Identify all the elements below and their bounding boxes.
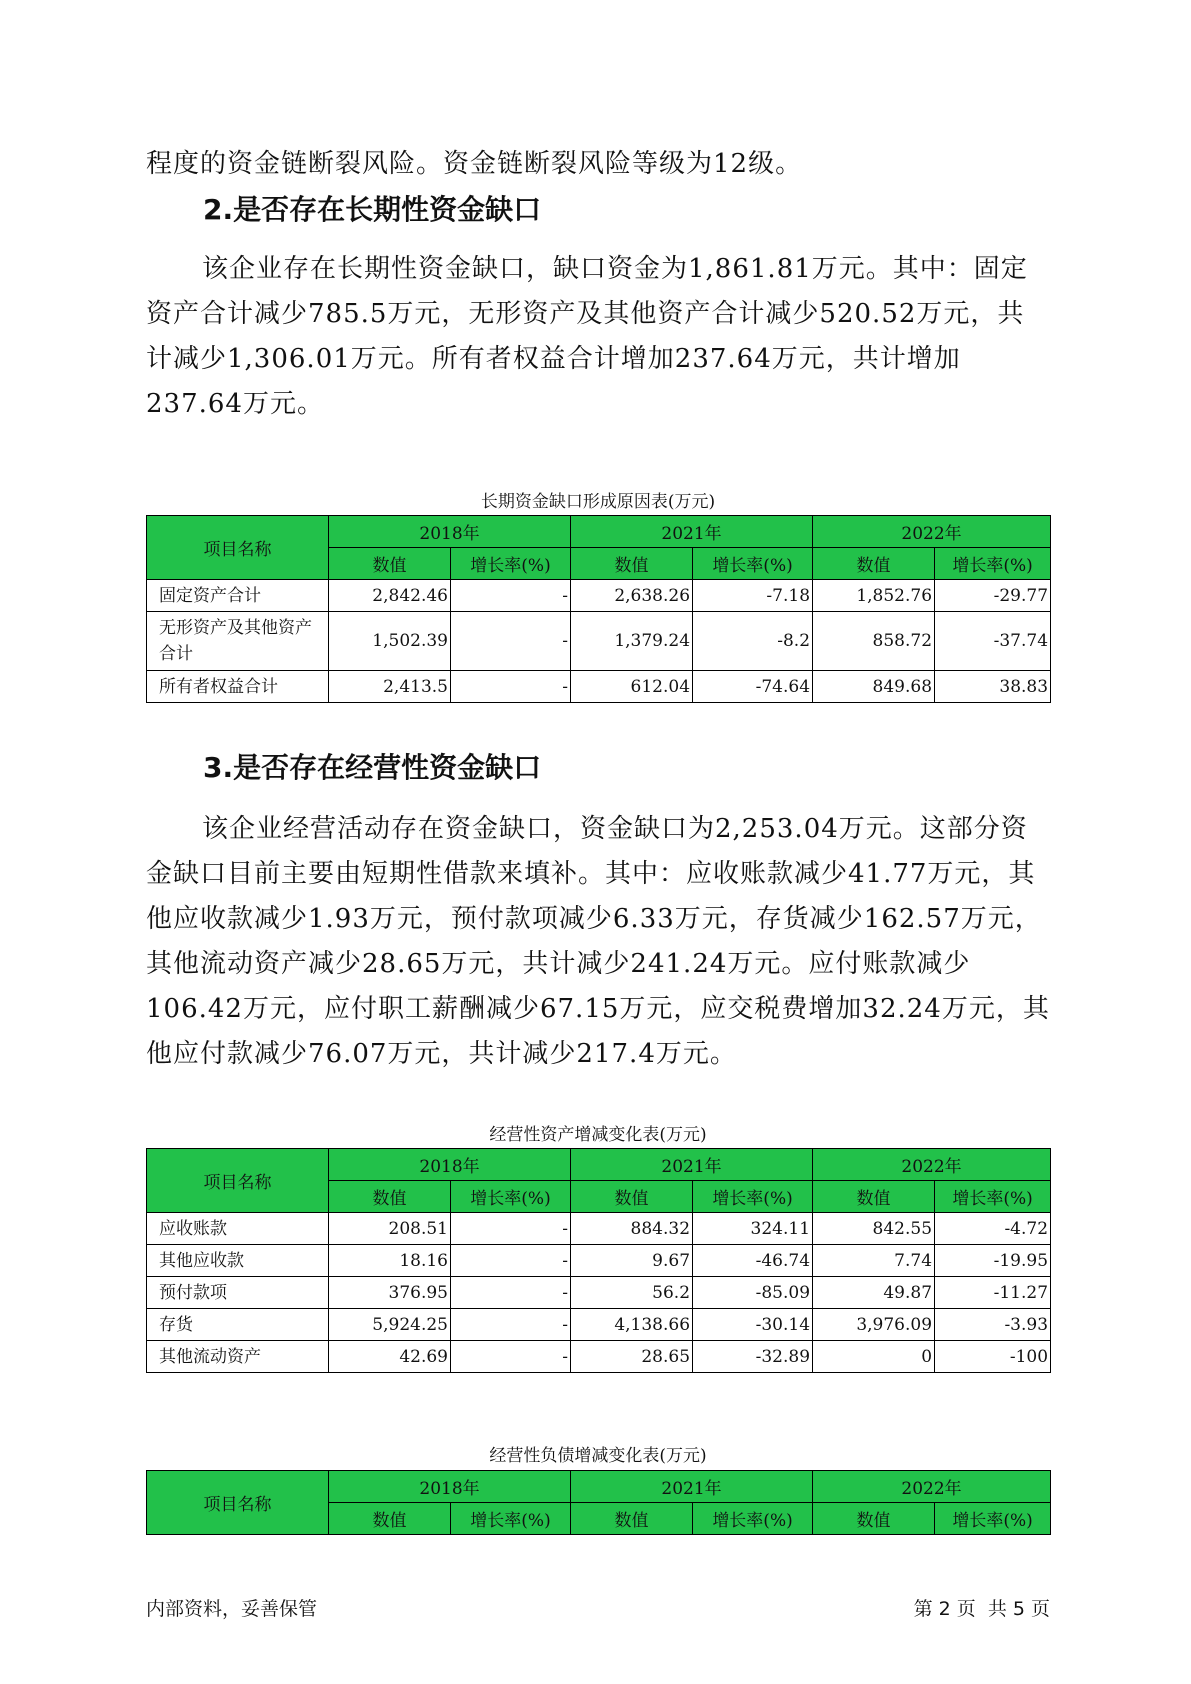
cell-value: 2,638.26 (571, 580, 693, 612)
table-2-caption: 经营性资产增减变化表(万元) (489, 1125, 707, 1145)
row-label: 应收账款 (147, 1213, 329, 1245)
table-row (147, 1309, 1051, 1341)
cell-growth: 38.83 (935, 671, 1051, 703)
cell-value: 7.74 (813, 1245, 935, 1277)
row-label: 所有者权益合计 (147, 671, 329, 703)
table-row (147, 671, 1051, 703)
header-value: 数值 (813, 548, 935, 580)
table-1-caption: 长期资金缺口形成原因表(万元) (480, 492, 716, 512)
cell-value: 612.04 (571, 671, 693, 703)
section-3-heading: 3.是否存在经营性资金缺口 (203, 751, 542, 784)
cell-growth: -19.95 (935, 1245, 1051, 1277)
header-value: 数值 (571, 548, 693, 580)
cell-value: 9.67 (571, 1245, 693, 1277)
header-growth: 增长率(%) (451, 548, 571, 580)
cell-growth: -11.27 (935, 1277, 1051, 1309)
cell-growth: -74.64 (693, 671, 813, 703)
header-item-name: 项目名称 (147, 1149, 329, 1213)
header-growth: 增长率(%) (935, 1503, 1051, 1535)
cell-growth: -30.14 (693, 1309, 813, 1341)
cell-growth: 324.11 (693, 1213, 813, 1245)
cell-value: 56.2 (571, 1277, 693, 1309)
cell-growth: -7.18 (693, 580, 813, 612)
cell-value: 1,379.24 (571, 612, 693, 671)
cell-value: 42.69 (329, 1341, 451, 1373)
table-row (147, 612, 1051, 671)
header-year: 2021年 (571, 1471, 813, 1503)
cell-value: 858.72 (813, 612, 935, 671)
cell-growth: - (451, 1341, 571, 1373)
header-year: 2022年 (813, 516, 1051, 548)
cell-growth: - (451, 612, 571, 671)
cell-value: 1,502.39 (329, 612, 451, 671)
cell-value: 4,138.66 (571, 1309, 693, 1341)
table-row (147, 1213, 1051, 1245)
cell-value: 49.87 (813, 1277, 935, 1309)
header-value: 数值 (813, 1503, 935, 1535)
header-value: 数值 (571, 1503, 693, 1535)
header-growth: 增长率(%) (693, 1503, 813, 1535)
section-2-paragraph: 该企业存在长期性资金缺口，缺口资金为1,861.81万元。其中：固定资产合计减少785.5万元，无形资产及其他资产合计减少520.52万元，共计减少1,306.01万元。所有者权益合计增加237.64万元，共计增加237.64万元。 (146, 254, 1028, 419)
cell-value: 208.51 (329, 1213, 451, 1245)
header-value: 数值 (329, 1503, 451, 1535)
operating-assets-table (146, 1148, 1051, 1373)
table-3-caption: 经营性负债增减变化表(万元) (489, 1446, 707, 1466)
header-growth: 增长率(%) (451, 1503, 571, 1535)
header-value: 数值 (329, 1181, 451, 1213)
cell-growth: - (451, 1277, 571, 1309)
cell-growth: -37.74 (935, 612, 1051, 671)
cell-value: 2,413.5 (329, 671, 451, 703)
cell-growth: -32.89 (693, 1341, 813, 1373)
cell-value: 842.55 (813, 1213, 935, 1245)
cell-value: 849.68 (813, 671, 935, 703)
row-label: 无形资产及其他资产合计 (147, 612, 329, 671)
cell-value: 0 (813, 1341, 935, 1373)
cell-value: 3,976.09 (813, 1309, 935, 1341)
header-value: 数值 (571, 1181, 693, 1213)
header-year: 2021年 (571, 1149, 813, 1181)
header-year: 2021年 (571, 516, 813, 548)
cell-value: 5,924.25 (329, 1309, 451, 1341)
section-3-paragraph: 该企业经营活动存在资金缺口，资金缺口为2,253.04万元。这部分资金缺口目前主要由短期性借款来填补。其中：应收账款减少41.77万元，其他应收款减少1.93万元，预付款项减少6.33万元，存货减少162.57万元，其他流动资产减少28.65万元，共计减少241.24万元。应付账款减少106.42万元，应付职工薪酬减少67.15万元，应交税费增加32.24万元，其他应付款减少76.07万元，共计减少217.4万元。 (146, 814, 1050, 1069)
cell-value: 18.16 (329, 1245, 451, 1277)
table-row (147, 580, 1051, 612)
header-growth: 增长率(%) (693, 1181, 813, 1213)
header-year: 2022年 (813, 1471, 1051, 1503)
header-growth: 增长率(%) (693, 548, 813, 580)
cell-value: 28.65 (571, 1341, 693, 1373)
table-row (147, 1245, 1051, 1277)
cell-growth: -29.77 (935, 580, 1051, 612)
cell-growth: -8.2 (693, 612, 813, 671)
cell-growth: - (451, 1213, 571, 1245)
footer-page-number: 第 2 页 共 5 页 (913, 1598, 1050, 1620)
header-item-name: 项目名称 (147, 516, 329, 580)
header-growth: 增长率(%) (451, 1181, 571, 1213)
long-term-gap-table (146, 515, 1051, 703)
cell-growth: -85.09 (693, 1277, 813, 1309)
row-label: 固定资产合计 (147, 580, 329, 612)
table-row (147, 1341, 1051, 1373)
row-label: 存货 (147, 1309, 329, 1341)
cell-growth: - (451, 671, 571, 703)
cell-value: 376.95 (329, 1277, 451, 1309)
cell-growth: - (451, 580, 571, 612)
row-label: 其他流动资产 (147, 1341, 329, 1373)
cell-growth: -46.74 (693, 1245, 813, 1277)
header-year: 2018年 (329, 1471, 571, 1503)
section-2-heading: 2.是否存在长期性资金缺口 (203, 193, 542, 226)
cell-growth: - (451, 1309, 571, 1341)
cell-value: 884.32 (571, 1213, 693, 1245)
header-growth: 增长率(%) (935, 1181, 1051, 1213)
operating-liabilities-table (146, 1470, 1051, 1535)
header-year: 2022年 (813, 1149, 1051, 1181)
intro-paragraph: 程度的资金链断裂风险。资金链断裂风险等级为12级。 (146, 149, 803, 179)
cell-value: 1,852.76 (813, 580, 935, 612)
header-growth: 增长率(%) (935, 548, 1051, 580)
row-label: 预付款项 (147, 1277, 329, 1309)
row-label: 其他应收款 (147, 1245, 329, 1277)
cell-growth: -4.72 (935, 1213, 1051, 1245)
header-value: 数值 (329, 548, 451, 580)
footer-confidential: 内部资料，妥善保管 (146, 1598, 318, 1620)
table-row (147, 1277, 1051, 1309)
header-item-name: 项目名称 (147, 1471, 329, 1535)
header-year: 2018年 (329, 516, 571, 548)
cell-growth: -100 (935, 1341, 1051, 1373)
cell-growth: - (451, 1245, 571, 1277)
header-year: 2018年 (329, 1149, 571, 1181)
cell-value: 2,842.46 (329, 580, 451, 612)
cell-growth: -3.93 (935, 1309, 1051, 1341)
header-value: 数值 (813, 1181, 935, 1213)
